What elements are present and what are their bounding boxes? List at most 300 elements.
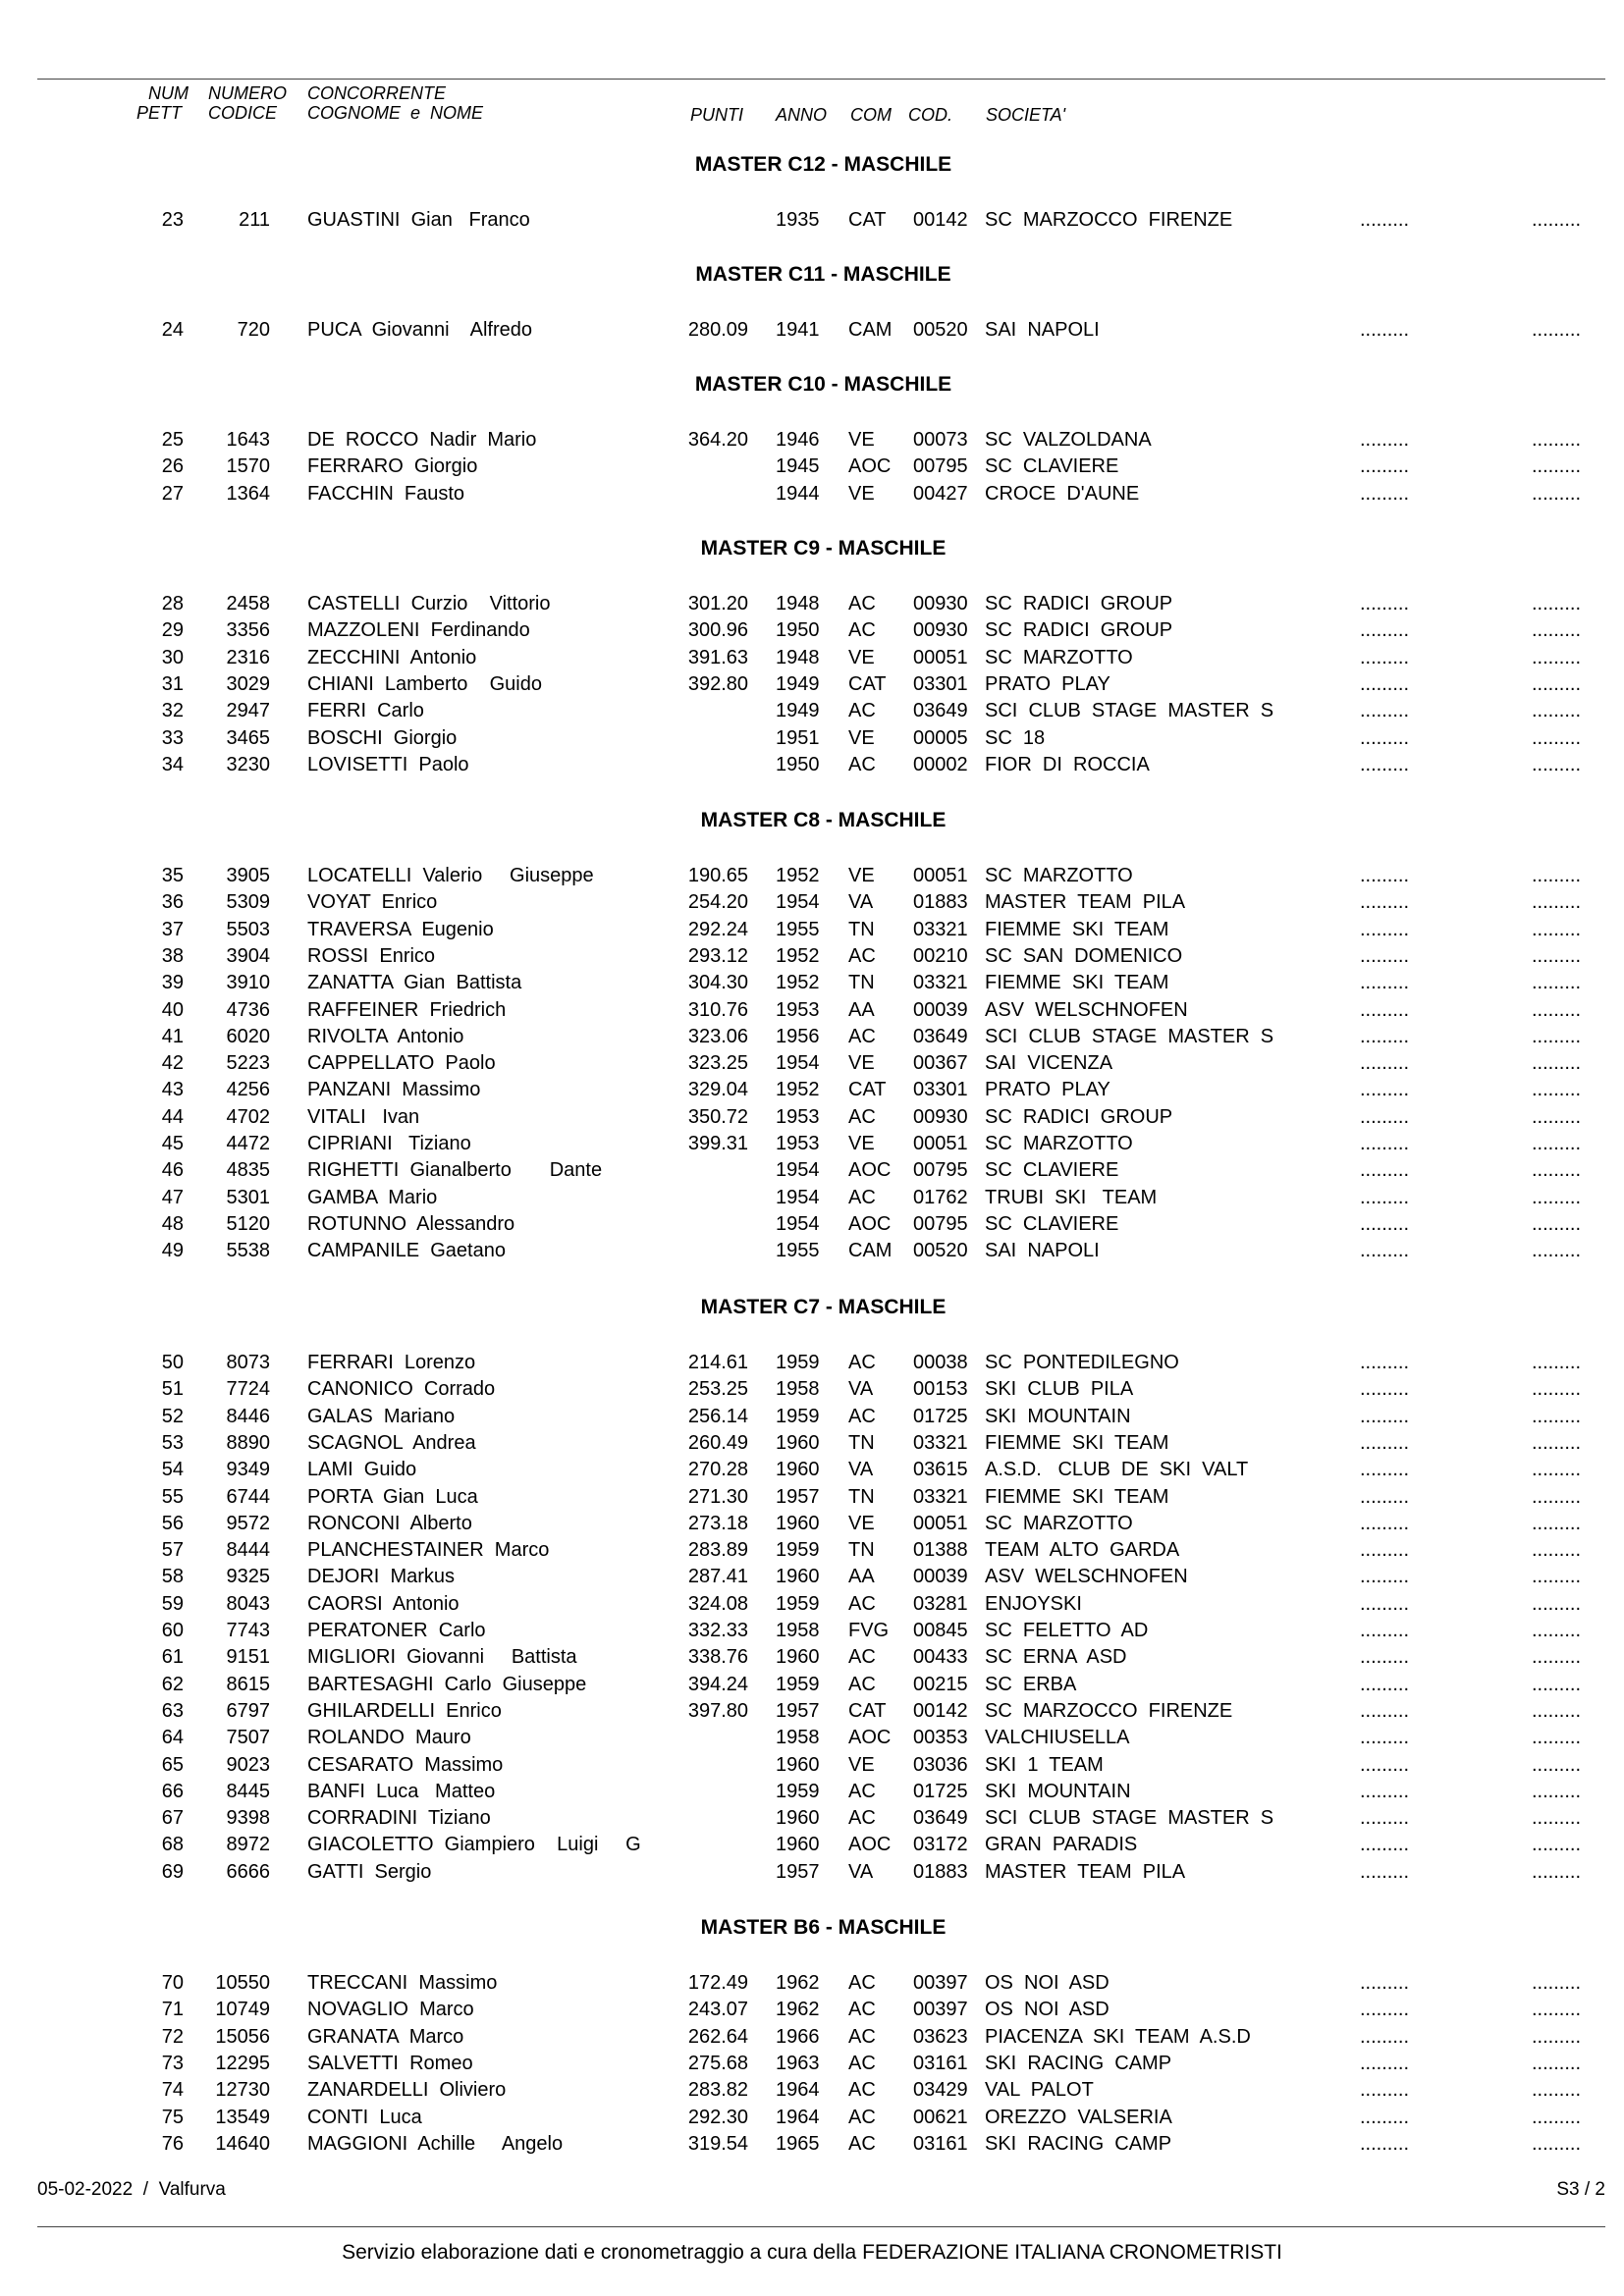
bib-number: 61 [161, 1646, 184, 1668]
result-row [0, 1752, 1624, 1779]
result-placeholder-2: ......... [1532, 700, 1582, 721]
committee: AC [848, 1593, 876, 1615]
result-placeholder-2: ......... [1532, 1727, 1582, 1748]
top-rule [37, 79, 1605, 80]
club-name: SC MARZOTTO [985, 1513, 1133, 1534]
points: 262.64 [687, 2026, 748, 2048]
result-placeholder-2: ......... [1532, 1999, 1582, 2020]
club-name: MASTER TEAM PILA [985, 891, 1186, 913]
bib-number: 33 [161, 727, 184, 749]
club-name: SC RADICI GROUP [985, 1106, 1173, 1128]
bib-number: 66 [161, 1781, 184, 1802]
club-code: 00930 [913, 619, 968, 641]
athlete-code: 8444 [226, 1539, 270, 1561]
bib-number: 60 [161, 1620, 184, 1641]
points: 300.96 [687, 619, 748, 641]
points: 292.30 [687, 2107, 748, 2128]
result-row [0, 1457, 1624, 1483]
result-placeholder-2: ......... [1532, 1352, 1582, 1373]
athlete-name: BANFI Luca Matteo [307, 1781, 496, 1802]
result-row [0, 698, 1624, 724]
result-row [0, 1779, 1624, 1805]
committee: AC [848, 1674, 876, 1695]
result-placeholder-1: ......... [1360, 1106, 1410, 1128]
athlete-name: LAMI Guido [307, 1459, 417, 1480]
committee: VE [848, 1133, 875, 1154]
athlete-code: 4256 [226, 1079, 270, 1100]
committee: AC [848, 1972, 876, 1994]
athlete-name: RIVOLTA Antonio [307, 1026, 464, 1047]
athlete-name: GAMBA Mario [307, 1187, 438, 1208]
result-placeholder-1: ......... [1360, 700, 1410, 721]
result-placeholder-2: ......... [1532, 1459, 1582, 1480]
result-placeholder-2: ......... [1532, 1674, 1582, 1695]
athlete-name: CANONICO Corrado [307, 1378, 496, 1400]
athlete-code: 8890 [226, 1432, 270, 1454]
birth-year: 1945 [776, 455, 820, 477]
header-name-bottom: COGNOME e NOME [307, 103, 484, 123]
result-placeholder-1: ......... [1360, 1999, 1410, 2020]
category-heading [0, 1910, 1624, 1947]
result-row [0, 863, 1624, 889]
athlete-name: GIACOLETTO Giampiero Luigi G [307, 1834, 641, 1855]
athlete-name: MAGGIONI Achille Angelo [307, 2133, 564, 2155]
club-code: 00520 [913, 1240, 968, 1261]
club-code: 03321 [913, 919, 968, 940]
birth-year: 1954 [776, 1213, 820, 1235]
result-placeholder-2: ......... [1532, 1378, 1582, 1400]
athlete-code: 211 [239, 209, 270, 231]
athlete-name: RAFFEINER Friedrich [307, 999, 507, 1021]
result-row [0, 1725, 1624, 1751]
committee: VE [848, 727, 875, 749]
result-placeholder-2: ......... [1532, 1486, 1582, 1508]
footer-credit: Servizio elaborazione dati e cronometraggio a cura della FEDERAZIONE ITALIANA CRONOMETRISTI [342, 2241, 1282, 2264]
athlete-name: MIGLIORI Giovanni Battista [307, 1646, 577, 1668]
result-placeholder-1: ......... [1360, 483, 1410, 505]
birth-year: 1958 [776, 1620, 820, 1641]
athlete-code: 2458 [226, 593, 270, 614]
athlete-name: ROTUNNO Alessandro [307, 1213, 515, 1235]
club-code: 00930 [913, 593, 968, 614]
result-placeholder-1: ......... [1360, 2053, 1410, 2074]
bib-number: 38 [161, 945, 184, 967]
points: 399.31 [687, 1133, 748, 1154]
athlete-name: LOVISETTI Paolo [307, 754, 469, 775]
category-heading [0, 147, 1624, 184]
result-row [0, 1050, 1624, 1077]
committee: AC [848, 2053, 876, 2074]
athlete-code: 9023 [226, 1754, 270, 1776]
result-placeholder-2: ......... [1532, 593, 1582, 614]
athlete-name: CAORSI Antonio [307, 1593, 460, 1615]
athlete-code: 1364 [226, 483, 270, 505]
result-row [0, 2024, 1624, 2051]
result-placeholder-1: ......... [1360, 1781, 1410, 1802]
result-placeholder-2: ......... [1532, 2079, 1582, 2101]
points: 323.06 [687, 1026, 748, 1047]
club-name: SC SAN DOMENICO [985, 945, 1183, 967]
committee: TN [848, 972, 875, 993]
athlete-name: RONCONI Alberto [307, 1513, 472, 1534]
result-row [0, 1131, 1624, 1157]
bib-number: 45 [161, 1133, 184, 1154]
bib-number: 31 [161, 673, 184, 695]
result-placeholder-2: ......... [1532, 483, 1582, 505]
athlete-code: 5538 [226, 1240, 270, 1261]
result-placeholder-1: ......... [1360, 1240, 1410, 1261]
athlete-name: DE ROCCO Nadir Mario [307, 429, 537, 451]
result-placeholder-1: ......... [1360, 1834, 1410, 1855]
club-code: 01388 [913, 1539, 968, 1561]
club-code: 01762 [913, 1187, 968, 1208]
birth-year: 1946 [776, 429, 820, 451]
bib-number: 46 [161, 1159, 184, 1181]
athlete-name: VOYAT Enrico [307, 891, 438, 913]
result-row [0, 917, 1624, 943]
result-placeholder-2: ......... [1532, 1566, 1582, 1587]
header-com: COM [850, 105, 892, 125]
club-code: 00051 [913, 647, 968, 668]
club-name: SC PONTEDILEGNO [985, 1352, 1179, 1373]
bib-number: 62 [161, 1674, 184, 1695]
athlete-code: 2947 [226, 700, 270, 721]
bib-number: 54 [161, 1459, 184, 1480]
result-placeholder-1: ......... [1360, 1807, 1410, 1829]
result-row [0, 317, 1624, 344]
club-name: SC MARZOCCO FIRENZE [985, 209, 1233, 231]
birth-year: 1941 [776, 319, 820, 341]
club-name: MASTER TEAM PILA [985, 1861, 1186, 1883]
points: 332.33 [687, 1620, 748, 1641]
points: 287.41 [687, 1566, 748, 1587]
club-name: SCI CLUB STAGE MASTER S [985, 1807, 1274, 1829]
result-row [0, 2131, 1624, 2158]
bib-number: 75 [161, 2107, 184, 2128]
club-name: SC MARZOCCO FIRENZE [985, 1700, 1233, 1722]
result-placeholder-2: ......... [1532, 1240, 1582, 1261]
athlete-code: 12295 [215, 2053, 270, 2074]
athlete-code: 5503 [226, 919, 270, 940]
athlete-name: GHILARDELLI Enrico [307, 1700, 502, 1722]
committee: TN [848, 919, 875, 940]
athlete-name: CHIANI Lamberto Guido [307, 673, 542, 695]
athlete-code: 6797 [226, 1700, 270, 1722]
committee: AC [848, 2079, 876, 2101]
athlete-code: 4736 [226, 999, 270, 1021]
result-placeholder-2: ......... [1532, 1213, 1582, 1235]
birth-year: 1949 [776, 700, 820, 721]
club-code: 03429 [913, 2079, 968, 2101]
result-placeholder-1: ......... [1360, 1026, 1410, 1047]
bib-number: 43 [161, 1079, 184, 1100]
club-name: OS NOI ASD [985, 1972, 1110, 1994]
birth-year: 1962 [776, 1999, 820, 2020]
bib-number: 55 [161, 1486, 184, 1508]
result-placeholder-2: ......... [1532, 1133, 1582, 1154]
result-placeholder-2: ......... [1532, 2053, 1582, 2074]
club-code: 03649 [913, 1807, 968, 1829]
result-placeholder-2: ......... [1532, 319, 1582, 341]
result-placeholder-2: ......... [1532, 1052, 1582, 1074]
bib-number: 30 [161, 647, 184, 668]
bib-number: 69 [161, 1861, 184, 1883]
result-row [0, 2051, 1624, 2077]
bib-number: 35 [161, 865, 184, 886]
athlete-code: 15056 [215, 2026, 270, 2048]
club-name: SKI MOUNTAIN [985, 1406, 1131, 1427]
athlete-code: 3910 [226, 972, 270, 993]
club-name: OS NOI ASD [985, 1999, 1110, 2020]
result-placeholder-2: ......... [1532, 972, 1582, 993]
result-placeholder-1: ......... [1360, 945, 1410, 967]
result-placeholder-1: ......... [1360, 1213, 1410, 1235]
athlete-name: DEJORI Markus [307, 1566, 456, 1587]
bib-number: 23 [161, 209, 184, 231]
result-placeholder-2: ......... [1532, 673, 1582, 695]
result-row [0, 1537, 1624, 1564]
result-placeholder-1: ......... [1360, 999, 1410, 1021]
committee: VE [848, 1052, 875, 1074]
result-placeholder-1: ......... [1360, 1079, 1410, 1100]
athlete-name: ROSSI Enrico [307, 945, 436, 967]
club-name: VALCHIUSELLA [985, 1727, 1130, 1748]
category-heading [0, 803, 1624, 839]
result-row [0, 1859, 1624, 1886]
club-code: 00051 [913, 865, 968, 886]
club-name: SC CLAVIERE [985, 455, 1119, 477]
birth-year: 1964 [776, 2079, 820, 2101]
points: 392.80 [687, 673, 748, 695]
result-row [0, 645, 1624, 671]
club-code: 03321 [913, 1486, 968, 1508]
points: 323.25 [687, 1052, 748, 1074]
result-placeholder-1: ......... [1360, 2079, 1410, 2101]
club-name: ENJOYSKI [985, 1593, 1082, 1615]
result-placeholder-1: ......... [1360, 2107, 1410, 2128]
athlete-code: 3465 [226, 727, 270, 749]
points: 292.24 [687, 919, 748, 940]
athlete-code: 7743 [226, 1620, 270, 1641]
result-placeholder-1: ......... [1360, 1378, 1410, 1400]
athlete-code: 8445 [226, 1781, 270, 1802]
athlete-name: CAMPANILE Gaetano [307, 1240, 506, 1261]
result-placeholder-1: ......... [1360, 593, 1410, 614]
committee: AC [848, 1187, 876, 1208]
result-row [0, 1104, 1624, 1131]
athlete-name: NOVAGLIO Marco [307, 1999, 474, 2020]
footer-date-place: 05-02-2022 / Valfurva [37, 2179, 226, 2200]
athlete-code: 8446 [226, 1406, 270, 1427]
club-code: 00930 [913, 1106, 968, 1128]
result-row [0, 1591, 1624, 1618]
result-placeholder-2: ......... [1532, 1406, 1582, 1427]
club-code: 03161 [913, 2053, 968, 2074]
result-placeholder-2: ......... [1532, 1593, 1582, 1615]
result-placeholder-2: ......... [1532, 1513, 1582, 1534]
birth-year: 1950 [776, 619, 820, 641]
result-row [0, 1077, 1624, 1103]
club-name: ASV WELSCHNOFEN [985, 1566, 1188, 1587]
result-placeholder-2: ......... [1532, 1026, 1582, 1047]
category-title: MASTER C11 - MASCHILE [695, 263, 951, 286]
athlete-code: 8073 [226, 1352, 270, 1373]
athlete-name: CIPRIANI Tiziano [307, 1133, 471, 1154]
result-placeholder-1: ......... [1360, 1727, 1410, 1748]
committee: AC [848, 754, 876, 775]
points: 172.49 [687, 1972, 748, 1994]
footer-page-number: S3 / 2 [1556, 2179, 1605, 2200]
athlete-code: 720 [237, 319, 270, 341]
result-placeholder-1: ......... [1360, 1754, 1410, 1776]
birth-year: 1954 [776, 1187, 820, 1208]
athlete-name: LOCATELLI Valerio Giuseppe [307, 865, 594, 886]
birth-year: 1960 [776, 1432, 820, 1454]
result-placeholder-1: ......... [1360, 1513, 1410, 1534]
category-title: MASTER C12 - MASCHILE [694, 153, 952, 176]
athlete-code: 8972 [226, 1834, 270, 1855]
club-code: 01883 [913, 1861, 968, 1883]
result-placeholder-1: ......... [1360, 865, 1410, 886]
athlete-code: 8043 [226, 1593, 270, 1615]
bib-number: 65 [161, 1754, 184, 1776]
birth-year: 1966 [776, 2026, 820, 2048]
result-row [0, 1805, 1624, 1832]
club-name: VAL PALOT [985, 2079, 1094, 2101]
birth-year: 1948 [776, 593, 820, 614]
result-placeholder-1: ......... [1360, 1432, 1410, 1454]
result-placeholder-1: ......... [1360, 1620, 1410, 1641]
club-name: TRUBI SKI TEAM [985, 1187, 1158, 1208]
bib-number: 47 [161, 1187, 184, 1208]
athlete-name: BARTESAGHI Carlo Giuseppe [307, 1674, 587, 1695]
athlete-code: 14640 [215, 2133, 270, 2155]
birth-year: 1959 [776, 1781, 820, 1802]
club-code: 03301 [913, 1079, 968, 1100]
points: 283.89 [687, 1539, 748, 1561]
club-code: 00621 [913, 2107, 968, 2128]
category-heading [0, 367, 1624, 403]
committee: AC [848, 1646, 876, 1668]
club-name: SKI RACING CAMP [985, 2053, 1172, 2074]
result-row [0, 1832, 1624, 1858]
result-row [0, 481, 1624, 507]
result-placeholder-1: ......... [1360, 319, 1410, 341]
athlete-name: PUCA Giovanni Alfredo [307, 319, 533, 341]
result-row [0, 1672, 1624, 1698]
athlete-name: GRANATA Marco [307, 2026, 464, 2048]
club-name: SC FELETTO AD [985, 1620, 1149, 1641]
result-placeholder-2: ......... [1532, 727, 1582, 749]
athlete-code: 9325 [226, 1566, 270, 1587]
committee: AC [848, 1999, 876, 2020]
result-row [0, 1644, 1624, 1671]
result-placeholder-1: ......... [1360, 647, 1410, 668]
athlete-name: SALVETTI Romeo [307, 2053, 473, 2074]
athlete-code: 8615 [226, 1674, 270, 1695]
club-name: PIACENZA SKI TEAM A.S.D [985, 2026, 1251, 2048]
club-name: FIEMME SKI TEAM [985, 972, 1169, 993]
athlete-name: CESARATO Massimo [307, 1754, 504, 1776]
birth-year: 1955 [776, 1240, 820, 1261]
points: 280.09 [687, 319, 748, 341]
result-placeholder-2: ......... [1532, 1972, 1582, 1994]
club-code: 03615 [913, 1459, 968, 1480]
bib-number: 71 [161, 1999, 184, 2020]
result-placeholder-1: ......... [1360, 429, 1410, 451]
club-name: SAI NAPOLI [985, 319, 1100, 341]
committee: CAM [848, 319, 893, 341]
bib-number: 53 [161, 1432, 184, 1454]
result-placeholder-1: ......... [1360, 891, 1410, 913]
header-cod: COD. [908, 105, 952, 125]
committee: AC [848, 1406, 876, 1427]
birth-year: 1944 [776, 483, 820, 505]
bib-number: 40 [161, 999, 184, 1021]
committee: CAM [848, 1240, 893, 1261]
result-placeholder-2: ......... [1532, 619, 1582, 641]
result-row [0, 1376, 1624, 1403]
result-placeholder-2: ......... [1532, 1754, 1582, 1776]
result-placeholder-2: ......... [1532, 1700, 1582, 1722]
committee: AOC [848, 455, 892, 477]
club-code: 03036 [913, 1754, 968, 1776]
club-name: SKI 1 TEAM [985, 1754, 1104, 1776]
bib-number: 44 [161, 1106, 184, 1128]
result-placeholder-2: ......... [1532, 1079, 1582, 1100]
result-row [0, 2105, 1624, 2131]
result-placeholder-2: ......... [1532, 1620, 1582, 1641]
athlete-code: 10749 [215, 1999, 270, 2020]
club-name: GRAN PARADIS [985, 1834, 1138, 1855]
category-title: MASTER C9 - MASCHILE [700, 537, 947, 560]
result-placeholder-1: ......... [1360, 1539, 1410, 1561]
club-name: FIEMME SKI TEAM [985, 1432, 1169, 1454]
result-placeholder-1: ......... [1360, 919, 1410, 940]
birth-year: 1965 [776, 2133, 820, 2155]
athlete-name: TRAVERSA Eugenio [307, 919, 494, 940]
club-name: FIEMME SKI TEAM [985, 919, 1169, 940]
bib-number: 37 [161, 919, 184, 940]
result-placeholder-1: ......... [1360, 727, 1410, 749]
birth-year: 1959 [776, 1406, 820, 1427]
committee: CAT [848, 673, 887, 695]
club-name: FIOR DI ROCCIA [985, 754, 1150, 775]
club-name: SC RADICI GROUP [985, 593, 1173, 614]
header-code-bottom: CODICE [208, 103, 278, 123]
points: 254.20 [687, 891, 748, 913]
athlete-name: PLANCHESTAINER Marco [307, 1539, 550, 1561]
result-row [0, 1238, 1624, 1264]
club-code: 00039 [913, 999, 968, 1021]
result-placeholder-1: ......... [1360, 1861, 1410, 1883]
birth-year: 1955 [776, 919, 820, 940]
result-placeholder-1: ......... [1360, 1674, 1410, 1695]
birth-year: 1959 [776, 1539, 820, 1561]
athlete-code: 6666 [226, 1861, 270, 1883]
athlete-name: BOSCHI Giorgio [307, 727, 458, 749]
club-code: 00845 [913, 1620, 968, 1641]
bib-number: 58 [161, 1566, 184, 1587]
header-society: SOCIETA' [986, 105, 1066, 125]
birth-year: 1958 [776, 1727, 820, 1748]
athlete-code: 4835 [226, 1159, 270, 1181]
category-title: MASTER C7 - MASCHILE [700, 1296, 947, 1318]
athlete-code: 5309 [226, 891, 270, 913]
category-title: MASTER B6 - MASCHILE [700, 1916, 947, 1939]
points: 293.12 [687, 945, 748, 967]
result-placeholder-1: ......... [1360, 754, 1410, 775]
